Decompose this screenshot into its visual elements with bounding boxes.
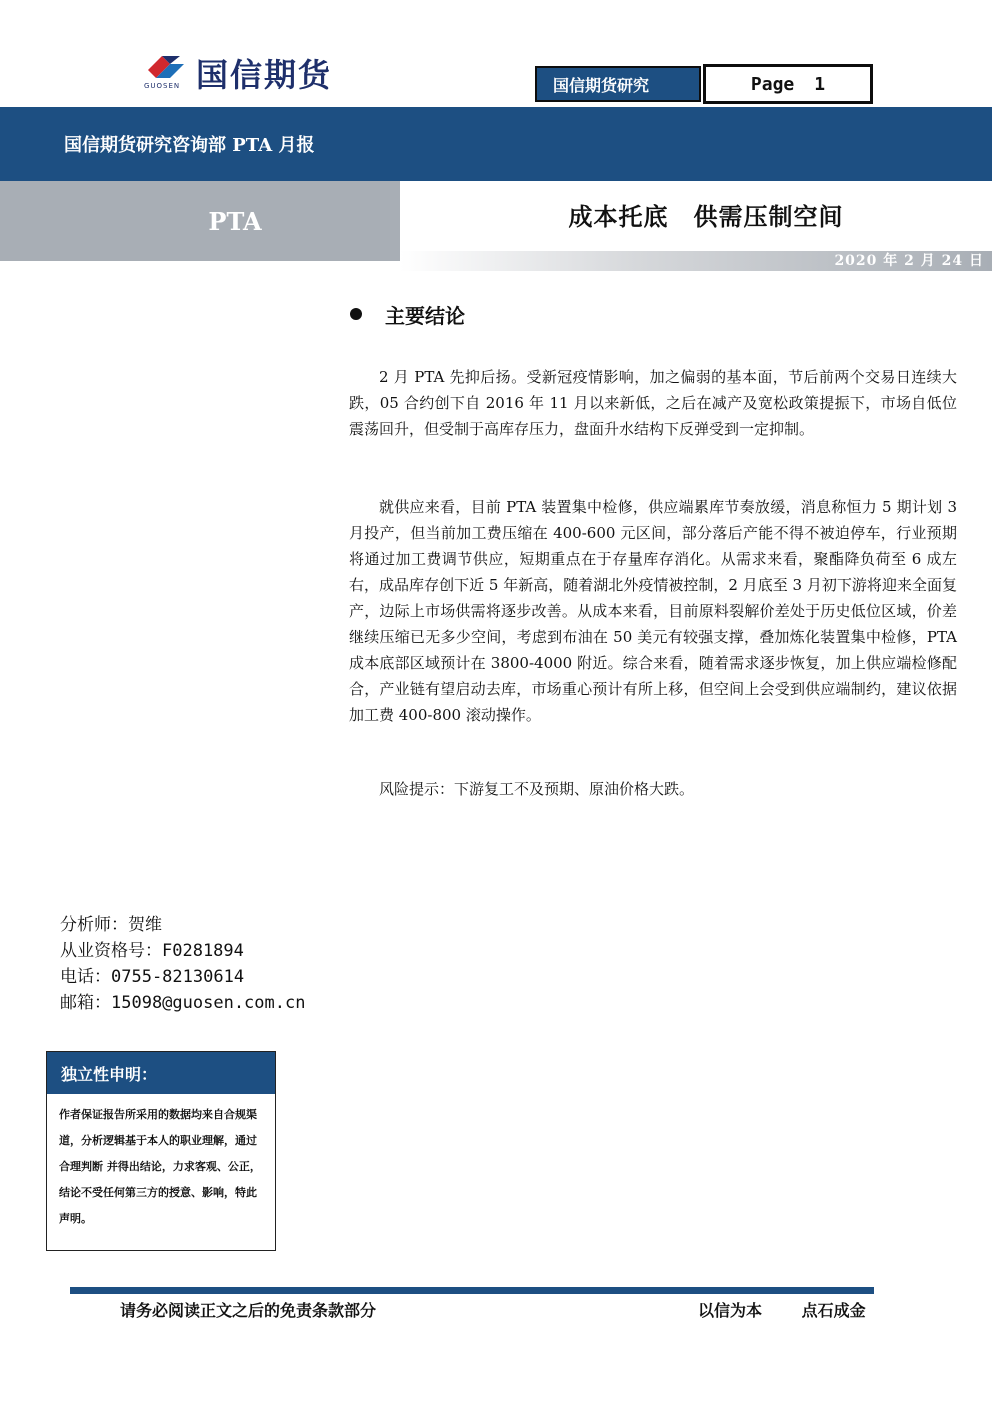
independence-body: 作者保证报告所采用的数据均来自合规渠道，分析逻辑基于本人的职业理解，通过合理判断 并得出结论，力求客观、公正，结论不受任何第三方的授意、影响，特此声明。: [59, 1108, 261, 1225]
logo-text: 国信期货: [196, 56, 333, 94]
page-label: Page: [750, 73, 795, 95]
section-heading: 主要结论: [385, 304, 465, 328]
independence-heading: 独立性申明：: [47, 1052, 275, 1094]
page-number: 1: [814, 73, 826, 95]
date-strip: [400, 251, 992, 271]
footer-disclaimer: 请务必阅读正文之后的免责条款部分: [120, 1301, 377, 1320]
analyst-email: 邮箱：15098@guosen.com.cn: [60, 993, 306, 1013]
footer-motto-1: 以信为本: [698, 1301, 763, 1320]
company-logo: [140, 48, 380, 94]
analyst-phone: 电话：0755-82130614: [60, 967, 245, 987]
report-series-band: 国信期货研究咨询部 PTA 月报: [0, 107, 992, 181]
analyst-info: [60, 912, 305, 1016]
footer-motto-2: 点石成金: [801, 1301, 866, 1320]
conclusion-paragraph-1: 2 月 PTA 先抑后扬。受新冠疫情影响，加之偏弱的基本面，节后前两个交易日连续大跌，05 合约创下自 2016 年 11 月以来新低，之后在减产及宽松政策提振下，市场自低位震荡回升，但受制于高库存压力，盘面升水结构下反弹受到一定抑制。: [349, 368, 957, 438]
research-label-box: 国信期货研究: [535, 66, 701, 102]
conclusion-paragraph-2: 就供应来看，目前 PTA 装置集中检修，供应端累库节奏放缓，消息称恒力 5 期计划 3 月投产，但当前加工费压缩在 400-600 元区间，部分落后产能不得不被迫停车，行业预期将通过加工费调节供应，短期重点在于存量库存消化。从需求来看，聚酯降负荷至 6 成左右，成品库存创下近 5 年新高，随着湖北外疫情被控制，2 月底至 3 月初下游将迎来全面复产，边际上市场供需将逐步改善。从成本来看，目前原料裂解价差处于历史低位区域，价差继续压缩已无多少空间，考虑到布油在 50 美元有较强支撑，叠加炼化装置集中检修，PTA 成本底部区域预计在 3800-4000 附近。综合来看，随着需求逐步恢复，加上供应端检修配合，产业链有望启动去库，市场重心预计有所上移，但空间上会受到供应端制约，建议依据加工费 400-800 滚动操作。: [349, 498, 957, 724]
analyst-license: 从业资格号：F0281894: [60, 941, 244, 961]
report-title: 成本托底 供需压制空间: [568, 201, 844, 231]
footer-rule: [70, 1287, 874, 1294]
footer-motto: [698, 1298, 866, 1321]
report-date: 2020 年 2 月 24 日: [834, 253, 984, 269]
product-label: PTA: [0, 181, 400, 261]
analyst-name: 分析师：贺维: [60, 915, 162, 935]
logo-subtext: GUOSEN: [144, 82, 181, 90]
page-indicator: [703, 64, 873, 104]
risk-warning: 风险提示：下游复工不及预期、原油价格大跌。: [379, 780, 695, 798]
independence-statement: [46, 1051, 276, 1251]
bullet-icon: [350, 308, 362, 320]
